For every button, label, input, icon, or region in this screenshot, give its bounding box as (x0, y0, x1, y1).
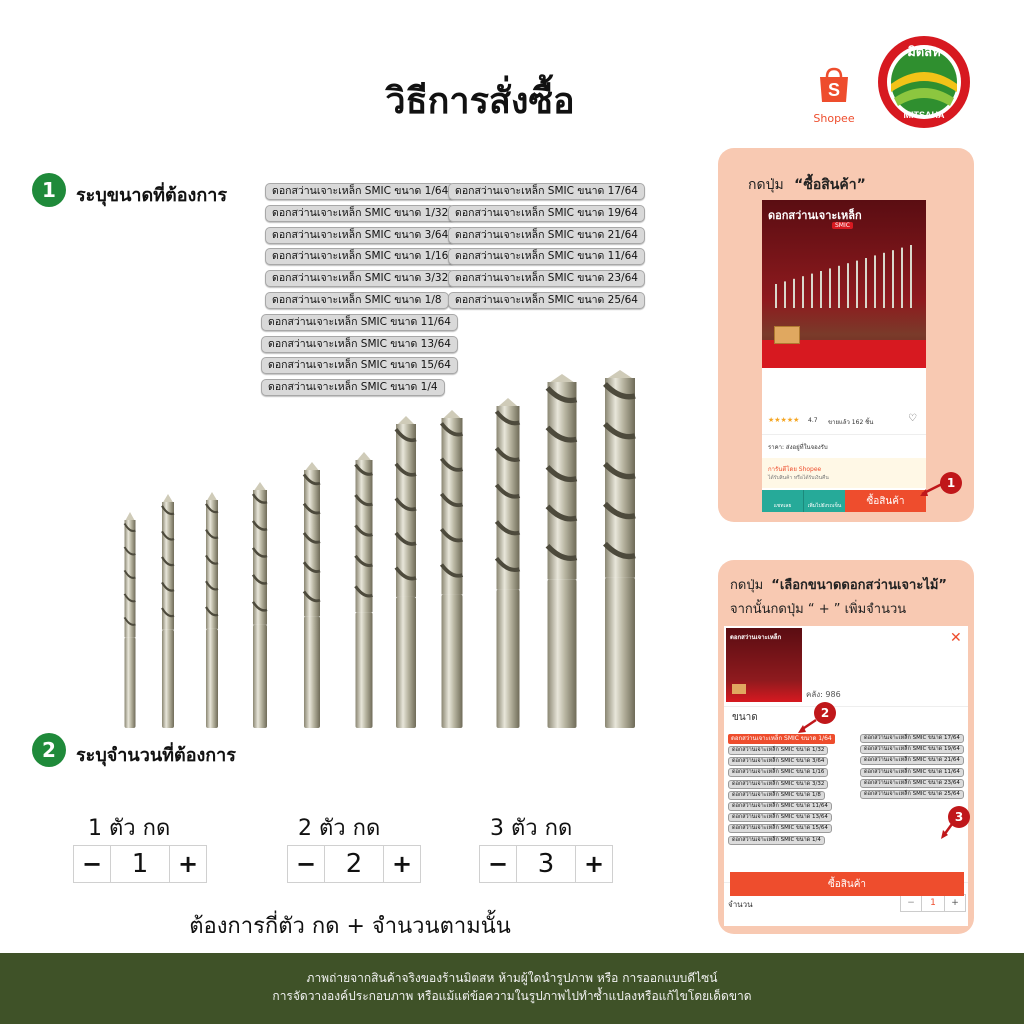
arrow-icon (938, 822, 956, 840)
stock-count: คลัง: 986 (806, 690, 841, 699)
brand-thai-text: มิตสห (907, 45, 941, 60)
size-option[interactable]: ดอกสว่านเจาะเหล็ก SMIC ขนาด 1/64 (265, 183, 455, 200)
step2-label: ระบุจำนวนที่ต้องการ (76, 745, 236, 766)
page-title: วิธีการสั่งซื้อ (385, 81, 575, 122)
thumb-title: ดอกสว่านเจาะเหล็ก (730, 634, 782, 641)
drill-bit (605, 370, 635, 728)
size-option[interactable]: ดอกสว่านเจาะเหล็ก SMIC ขนาด 25/64 (860, 790, 964, 799)
drill-bit (304, 462, 320, 728)
drill-bit (396, 416, 416, 728)
quantity-instruction: ต้องการกี่ตัว กด + จำนวนตามนั้น (189, 914, 511, 939)
minus-button[interactable]: − (81, 850, 103, 878)
heart-icon[interactable]: ♡ (908, 413, 917, 424)
size-option[interactable]: ดอกสว่านเจาะเหล็ก SMIC ขนาด 3/64 (265, 227, 455, 244)
shopee-logo (808, 66, 860, 125)
qty-stepper-2[interactable] (287, 845, 421, 883)
size-option[interactable]: ดอกสว่านเจาะเหล็ก SMIC ขนาด 21/64 (860, 756, 964, 765)
shopee-caption: Shopee (813, 112, 855, 125)
qty-value: 1 (110, 846, 170, 882)
copyright-footer (0, 953, 1024, 1024)
guarantee-subtitle: ได้รับสินค้า หรือได้รับเงินคืน (768, 475, 829, 481)
size-option[interactable]: ดอกสว่านเจาะเหล็ก SMIC ขนาด 23/64 (448, 270, 645, 287)
drill-bits-illustration (110, 360, 650, 740)
size-option[interactable]: ดอกสว่านเจาะเหล็ก SMIC ขนาด 13/64 (261, 336, 458, 353)
drill-bit (548, 374, 577, 728)
qty-example-3-label: 3 ตัว กด (490, 816, 573, 841)
size-header: ขนาด (732, 712, 758, 723)
drill-bit (162, 494, 174, 728)
plus-button[interactable]: + (177, 850, 199, 878)
arrow-icon (796, 718, 818, 734)
selected-size-option[interactable]: ดอกสว่านเจาะเหล็ก SMIC ขนาด 1/64 (728, 734, 835, 744)
drill-bit (125, 512, 136, 728)
qty-stepper-3[interactable] (479, 845, 613, 883)
minus-button[interactable]: − (907, 898, 915, 908)
size-option[interactable]: ดอกสว่านเจาะเหล็ก SMIC ขนาด 19/64 (860, 745, 964, 754)
panel2-heading-line1 (730, 574, 947, 595)
step-marker-2: 2 (814, 702, 836, 724)
add-to-cart-button[interactable]: เพิ่มไปยังรถเข็น (803, 490, 845, 512)
buy-now-button[interactable]: ซื้อสินค้า (730, 872, 964, 896)
brand-en-text: MITSAHA (903, 110, 945, 120)
size-option[interactable]: ดอกสว่านเจาะเหล็ก SMIC ขนาด 1/8 (728, 791, 825, 800)
sold-count: ขายแล้ว 162 ชิ้น (828, 419, 874, 426)
quantity-label: จำนวน (728, 900, 753, 909)
size-option[interactable]: ดอกสว่านเจาะเหล็ก SMIC ขนาด 1/16 (728, 768, 828, 777)
shipping-info: ราคา: ส่งอยู่ที่ในจองรับ (768, 444, 828, 451)
mitsaha-logo (876, 34, 972, 130)
rating-stars-icon: ★★★★★ (768, 416, 800, 424)
step1-label: ระบุขนาดที่ต้องการ (76, 185, 227, 206)
size-option[interactable]: ดอกสว่านเจาะเหล็ก SMIC ขนาด 1/16 (265, 248, 455, 265)
variant-thumbnail (726, 628, 802, 702)
step2-number: 2 (32, 733, 66, 767)
product-screenshot (762, 200, 926, 512)
drill-bit (356, 452, 373, 728)
product-box-icon (774, 326, 800, 344)
panel1-heading (748, 174, 866, 196)
size-option[interactable]: ดอกสว่านเจาะเหล็ก SMIC ขนาด 23/64 (860, 779, 964, 788)
size-option[interactable]: ดอกสว่านเจาะเหล็ก SMIC ขนาด 3/32 (265, 270, 455, 287)
size-option[interactable]: ดอกสว่านเจาะเหล็ก SMIC ขนาด 17/64 (448, 183, 645, 200)
size-option[interactable]: ดอกสว่านเจาะเหล็ก SMIC ขนาด 1/32 (728, 746, 828, 755)
minus-button[interactable]: − (295, 850, 317, 878)
size-option[interactable]: ดอกสว่านเจาะเหล็ก SMIC ขนาด 15/64 (728, 824, 832, 833)
variant-qty-stepper[interactable] (900, 894, 966, 912)
size-option[interactable]: ดอกสว่านเจาะเหล็ก SMIC ขนาด 11/64 (448, 248, 645, 265)
divider (762, 434, 926, 435)
drill-bit (253, 482, 267, 728)
step-marker-3: 3 (948, 806, 970, 828)
plus-button[interactable]: + (951, 898, 959, 908)
size-option[interactable]: ดอกสว่านเจาะเหล็ก SMIC ขนาด 11/64 (261, 314, 458, 331)
panel1-heading-prefix: กดปุ่ม (748, 177, 784, 193)
guarantee-box (762, 458, 926, 488)
plus-button[interactable]: + (391, 850, 413, 878)
footer-line-2: การจัดวางองค์ประกอบภาพ หรือแม้แต่ข้อความในรูปภาพไปทำซ้ำแปลงหรือแก้ไขโดยเด็ดขาด (272, 989, 752, 1003)
banner-footer-strip (762, 340, 926, 368)
size-option[interactable]: ดอกสว่านเจาะเหล็ก SMIC ขนาด 3/32 (728, 780, 828, 789)
shopee-bag-icon (817, 66, 851, 104)
divider (724, 706, 968, 707)
size-option[interactable]: ดอกสว่านเจาะเหล็ก SMIC ขนาด 15/64 (261, 357, 458, 374)
rating-value: 4.7 (808, 417, 818, 424)
size-option[interactable]: ดอกสว่านเจาะเหล็ก SMIC ขนาด 1/4 (261, 379, 445, 396)
panel2-heading-prefix: กดปุ่ม (730, 578, 764, 593)
product-banner (762, 200, 926, 368)
size-option[interactable]: ดอกสว่านเจาะเหล็ก SMIC ขนาด 21/64 (448, 227, 645, 244)
size-option[interactable]: ดอกสว่านเจาะเหล็ก SMIC ขนาด 13/64 (728, 813, 832, 822)
svg-text:S: S (827, 80, 841, 100)
qty-value: 3 (516, 846, 576, 882)
close-icon[interactable]: ✕ (950, 630, 962, 646)
size-option[interactable]: ดอกสว่านเจาะเหล็ก SMIC ขนาด 17/64 (860, 734, 964, 743)
guarantee-title: การันตีโดย Shopee (768, 466, 822, 473)
qty-stepper-1[interactable] (73, 845, 207, 883)
size-option[interactable]: ดอกสว่านเจาะเหล็ก SMIC ขนาด 11/64 (860, 768, 964, 777)
arrow-icon (918, 482, 944, 498)
size-option[interactable]: ดอกสว่านเจาะเหล็ก SMIC ขนาด 1/32 (265, 205, 455, 222)
chat-button[interactable]: แชทเลย (762, 490, 803, 512)
banner-drills-icon (770, 240, 920, 310)
thumb-box-icon (732, 684, 746, 694)
banner-badge: SMIC (832, 222, 853, 229)
panel2-heading-line2: จากนั้นกดปุ่ม “ + ” เพิ่มจำนวน (730, 602, 907, 617)
buy-now-button[interactable]: ซื้อสินค้า (845, 490, 926, 512)
drill-bit (497, 398, 520, 728)
qty-value: 1 (921, 895, 945, 911)
step1-number: 1 (32, 173, 66, 207)
minus-button[interactable]: − (487, 850, 509, 878)
size-option[interactable]: ดอกสว่านเจาะเหล็ก SMIC ขนาด 3/64 (728, 757, 828, 766)
panel1-heading-quote: “ซื้อสินค้า” (794, 177, 866, 193)
banner-title: ดอกสว่านเจาะเหล็ก (768, 209, 862, 222)
size-option[interactable]: ดอกสว่านเจาะเหล็ก SMIC ขนาด 19/64 (448, 205, 645, 222)
size-option[interactable]: ดอกสว่านเจาะเหล็ก SMIC ขนาด 25/64 (448, 292, 645, 309)
qty-value: 2 (324, 846, 384, 882)
size-option[interactable]: ดอกสว่านเจาะเหล็ก SMIC ขนาด 1/4 (728, 836, 825, 845)
size-option[interactable]: ดอกสว่านเจาะเหล็ก SMIC ขนาด 1/8 (265, 292, 449, 309)
plus-button[interactable]: + (583, 850, 605, 878)
panel2-heading-quote: “เลือกขนาดดอกสว่านเจาะไม้” (771, 578, 947, 593)
instruction-panel-buy (718, 148, 974, 522)
drill-bit (206, 492, 218, 728)
size-option[interactable]: ดอกสว่านเจาะเหล็ก SMIC ขนาด 11/64 (728, 802, 832, 811)
qty-example-2-label: 2 ตัว กด (298, 816, 381, 841)
drill-bit (442, 410, 463, 728)
qty-example-1-label: 1 ตัว กด (88, 816, 171, 841)
instruction-panel-size (718, 560, 974, 934)
footer-line-1: ภาพถ่ายจากสินค้าจริงของร้านมิตสห ห้ามผู้ใดนำรูปภาพ หรือ การออกแบบดีไซน์ (306, 971, 718, 985)
step-marker-1: 1 (940, 472, 962, 494)
